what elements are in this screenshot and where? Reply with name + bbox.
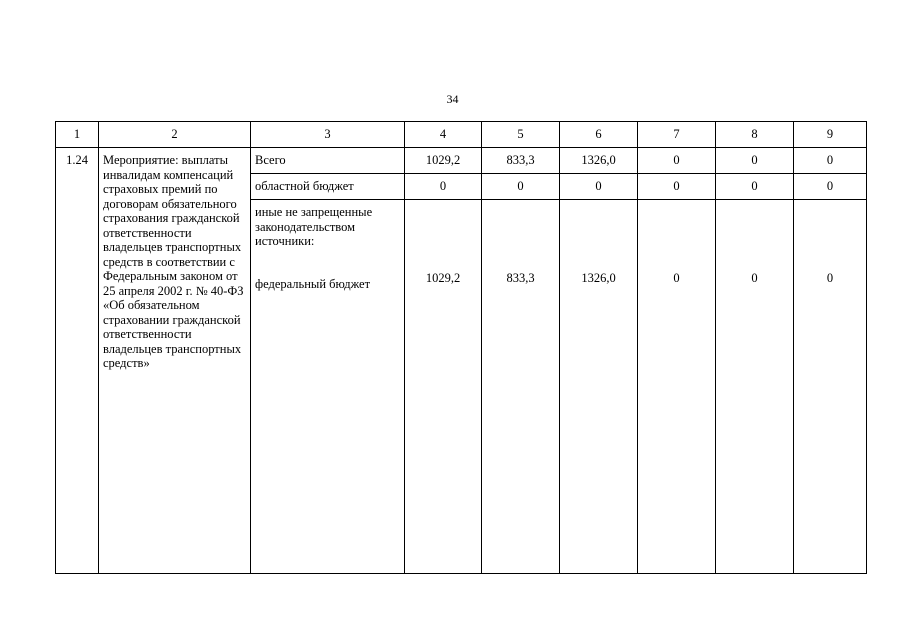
total-value-7: 0: [638, 148, 716, 174]
source-regional-label: областной бюджет: [251, 174, 405, 200]
regional-value-4: 0: [405, 174, 482, 200]
federal-value-5: 833,3: [506, 271, 535, 285]
row-number: 1.24: [56, 148, 99, 574]
budget-table: [55, 121, 867, 574]
header-cell-2: 2: [99, 122, 251, 148]
regional-value-7: 0: [638, 174, 716, 200]
federal-value-6: 1326,0: [581, 271, 616, 285]
header-cell-3: 3: [251, 122, 405, 148]
table-row-total: [56, 148, 867, 174]
header-cell-1: 1: [56, 122, 99, 148]
total-value-5: 833,3: [482, 148, 560, 174]
federal-value-4: 1029,2: [425, 271, 461, 285]
total-value-9: 0: [794, 148, 867, 174]
federal-value-7: 0: [673, 271, 680, 285]
source-federal-label: федеральный бюджет: [255, 276, 371, 291]
header-cell-9: 9: [794, 122, 867, 148]
regional-value-9: 0: [794, 174, 867, 200]
total-value-4: 1029,2: [405, 148, 482, 174]
regional-value-8: 0: [716, 174, 794, 200]
header-cell-5: 5: [482, 122, 560, 148]
row-description: Мероприятие: выплаты инвалидам компенсаций страховых премий по договорам обязательного страхования гражданской ответственности владельцев транспортных средств в соответствии с Федеральным законом от 25 апреля 2002 г. № 40-ФЗ «Об обязательном страховании гражданской ответственности владельцев транспортных средств»: [99, 148, 251, 574]
table-header-row: [56, 122, 867, 148]
header-cell-6: 6: [560, 122, 638, 148]
page-number: 34: [446, 92, 459, 106]
source-other-label: иные не запрещенные законодательством источники:: [255, 205, 373, 248]
total-value-6: 1326,0: [560, 148, 638, 174]
source-other-cell: [251, 200, 405, 574]
regional-value-5: 0: [482, 174, 560, 200]
total-value-8: 0: [716, 148, 794, 174]
federal-value-9: 0: [826, 271, 834, 285]
header-cell-7: 7: [638, 122, 716, 148]
federal-value-8: 0: [751, 271, 758, 285]
regional-value-6: 0: [560, 174, 638, 200]
header-cell-4: 4: [405, 122, 482, 148]
source-total-label: Всего: [251, 148, 405, 174]
header-cell-8: 8: [716, 122, 794, 148]
